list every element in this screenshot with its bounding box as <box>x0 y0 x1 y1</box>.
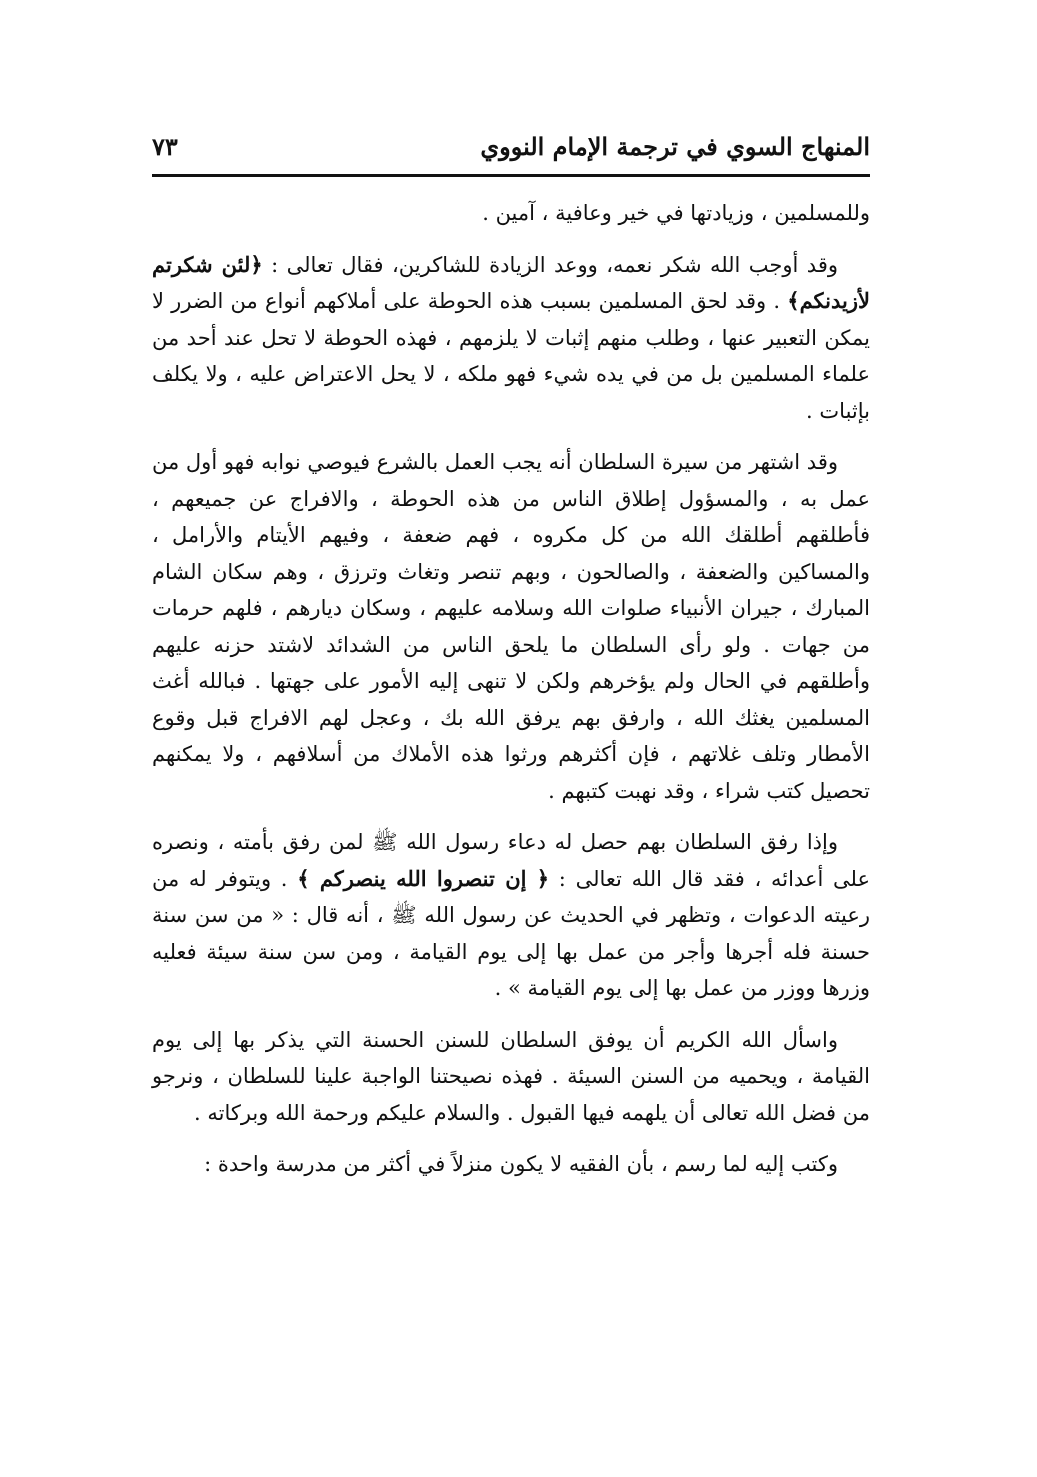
paragraph-4 <box>152 824 870 1007</box>
paragraph-2-before: وقد أوجب الله شكر نعمه، ووعد الزيادة للشاكرين، فقال تعالى : <box>262 252 839 277</box>
paragraph-6 <box>152 1146 870 1183</box>
paragraph-5 <box>152 1022 870 1132</box>
paragraph-1 <box>152 195 870 232</box>
running-title: المنهاج السوي في ترجمة الإمام النووي <box>480 132 870 161</box>
quran-quote-1: ﴿لئن شكرتم لأزيدنكم﴾ <box>152 251 870 313</box>
paragraph-6-text: وكتب إليه لما رسم ، بأن الفقيه لا يكون منزلاً في أكثر من مدرسة واحدة : <box>204 1152 838 1176</box>
paragraph-3 <box>152 444 870 809</box>
paragraph-4-before: وإذا رفق السلطان بهم حصل له دعاء رسول الله ﷺ لمن رفق بأمته ، ونصره على أعدائه ، فقد قال الله تعالى : <box>152 830 870 891</box>
paragraph-1-text: وللمسلمين ، وزيادتها في خير وعافية ، آمين . <box>482 201 870 225</box>
quran-quote-2: ﴿ إن تنصروا الله ينصركم ﴾ <box>297 865 550 891</box>
paragraph-5-text: واسأل الله الكريم أن يوفق السلطان للسنن الحسنة التي يذكر بها إلى يوم القيامة ، ويحميه من السنن السيئة . فهذه نصيحتنا الواجبة علينا للسلطان ، ونرجو من فضل الله تعالى أن يلهمه فيها القبول . والسلام عليكم ورحمة الله وبركاته . <box>152 1027 870 1125</box>
paragraph-2 <box>152 247 870 430</box>
body-text <box>152 195 870 1183</box>
paragraph-4-after: . ويتوفر له من رعيته الدعوات ، وتظهر في الحديث عن رسول الله ﷺ ، أنه قال : « من سن سنة حسنة فله أجرها وأجر من عمل بها إلى يوم القيامة ، ومن سن سنة سيئة فعليه وزرها ووزر من عمل بها إلى يوم القيامة » . <box>152 866 870 1000</box>
page-header <box>152 126 870 177</box>
paragraph-2-after: . وقد لحق المسلمين بسبب هذه الحوطة على أملاكهم أنواع من الضرر لا يمكن التعبير عنها ، وطلب منهم إثبات لا يلزمهم ، فهذه الحوطة لا تحل عند أحد من علماء المسلمين بل من في يده شيء فهو ملكه ، لا يحل الاعتراض عليه ، ولا يكلف بإثبات . <box>152 289 870 423</box>
page-number: ٧٣ <box>152 132 178 161</box>
paragraph-3-text: وقد اشتهر من سيرة السلطان أنه يجب العمل بالشرع فيوصي نوابه فهو أول من عمل به ، والمسؤول إطلاق الناس من هذه الحوطة ، والافراج عن جميعهم ، فأطلقهم أطلقك الله من كل مكروه ، فهم ضعفة ، وفيهم الأيتام والأرامل ، والمساكين والضعفة ، والصالحون ، وبهم تنصر وتغاث وترزق ، وهم سكان الشام المبارك ، جيران الأنبياء صلوات الله وسلامه عليهم ، وسكان ديارهم ، فلهم حرمات من جهات . ولو رأى السلطان ما يلحق الناس من الشدائد لاشتد حزنه عليهم وأطلقهم في الحال ولم يؤخرهم ولكن لا تنهى إليه الأمور على جهتها . فبالله أغث المسلمين يغثك الله ، وارفق بهم يرفق الله بك ، وعجل لهم الافراج قبل وقوع الأمطار وتلف غلاتهم ، فإن أكثرهم ورثوا هذه الأملاك من أسلافهم ، ولا يمكنهم تحصيل كتب شراء ، وقد نهبت كتبهم . <box>152 450 870 803</box>
